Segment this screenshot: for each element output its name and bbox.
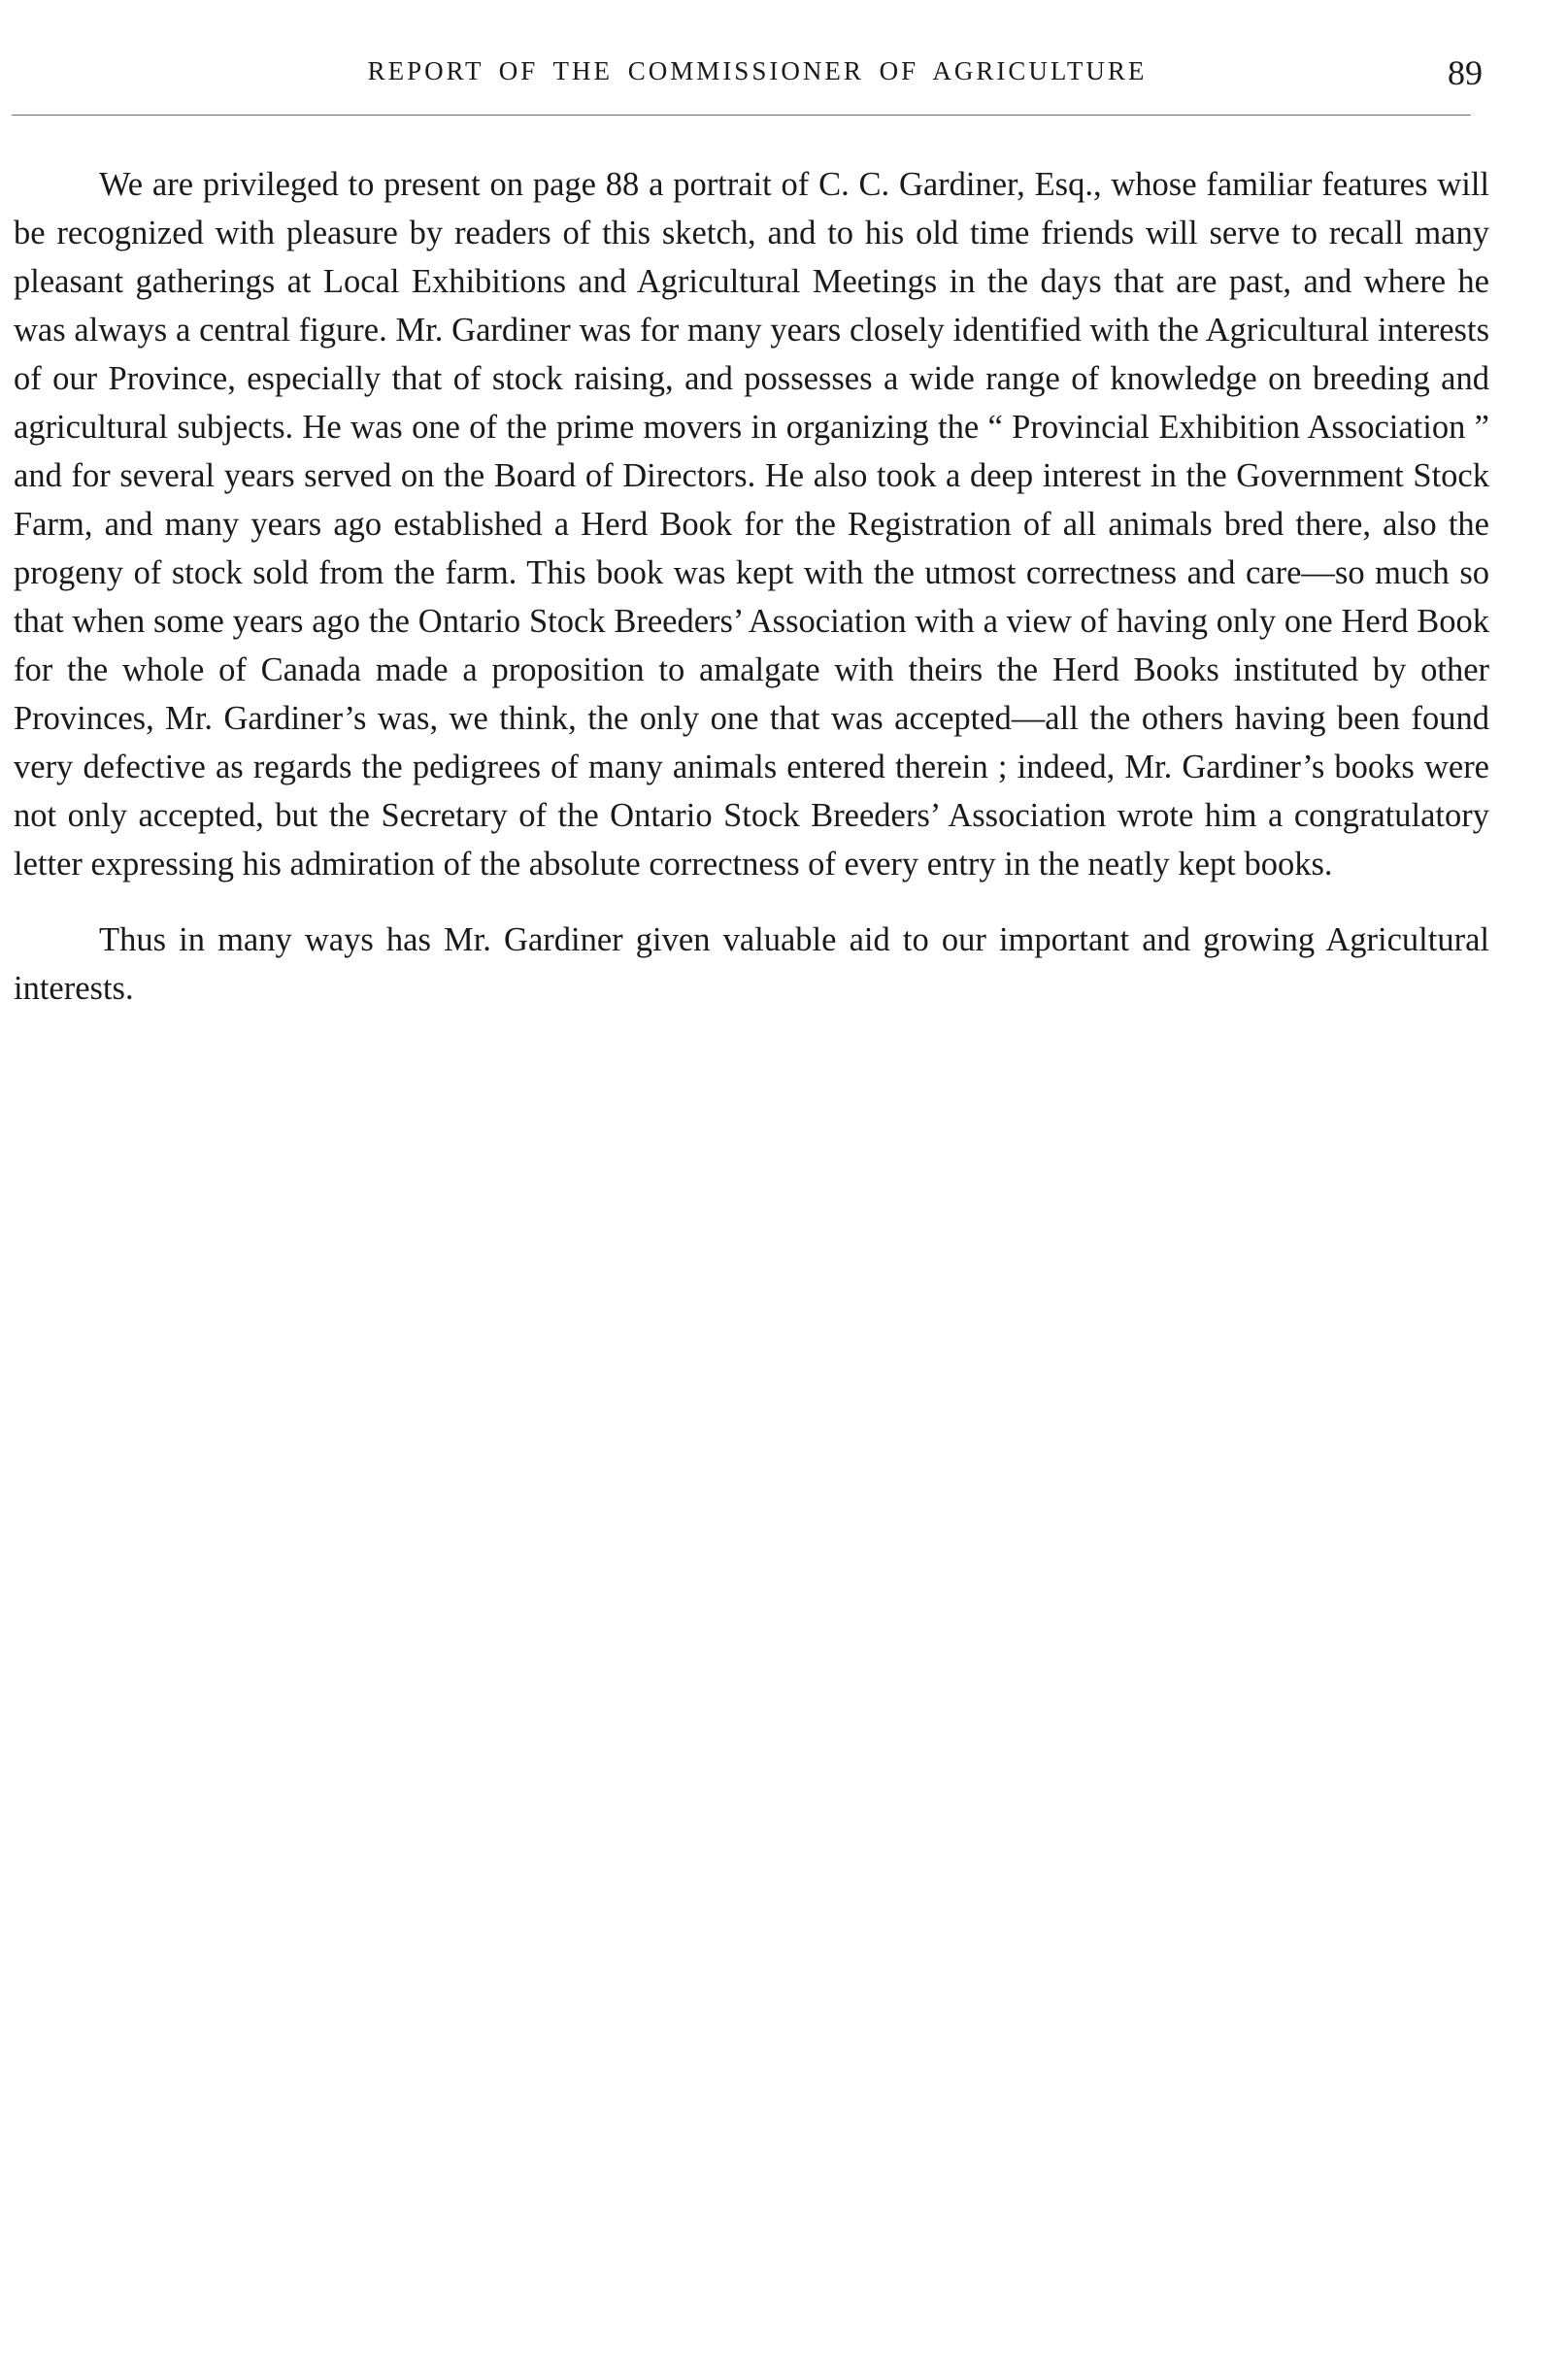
running-title: REPORT OF THE COMMISSIONER OF AGRICULTURE: [367, 56, 1148, 85]
paragraph-closing: Thus in many ways has Mr. Gardiner given valuable aid to our important and growing Agricultural interests.: [14, 921, 1489, 1007]
paragraph-gardiner-portrait: We are privileged to present on page 88 a portrait of C. C. Gardiner, Esq., whose familiar features will be recognized with pleasure by readers of this sketch, and to his old time friends will serve to recall many pleasant gatherings at Local Exhibitions and Agricultural Meetings in the days that are past, and where he was always a central figure. Mr. Gardiner was for many years closely identified with the Agricultural interests of our Province, especially that of stock raising, and possesses a wide range of knowledge on breeding and agricultural subjects. He was one of the prime movers in organizing the “ Provincial Exhibition Association ” and for several years served on the Board of Directors. He also took a deep interest in the Government Stock Farm, and many years ago established a Herd Book for the Registration of all animals bred there, also the progeny of stock sold from the farm. This book was kept with the utmost correctness and care—so much so that when some years ago the Ontario Stock Breeders’ Association with a view of having only one Herd Book for the whole of Canada made a proposition to amalgate with theirs the Herd Books instituted by other Provinces, Mr. Gardiner’s was, we think, the only one that was accepted—all the others having been found very defective as regards the pedigrees of many animals entered therein ; indeed, Mr. Gardiner’s books were not only accepted, but the Secretary of the Ontario Stock Breeders’ Association wrote him a congratulatory letter expressing his admiration of the absolute correctness of every entry in the neatly kept books.: [14, 166, 1489, 883]
page-number: 89: [1448, 53, 1483, 92]
body-text: [14, 160, 1489, 1013]
running-header: [0, 53, 1568, 105]
header-rule: [12, 115, 1471, 116]
